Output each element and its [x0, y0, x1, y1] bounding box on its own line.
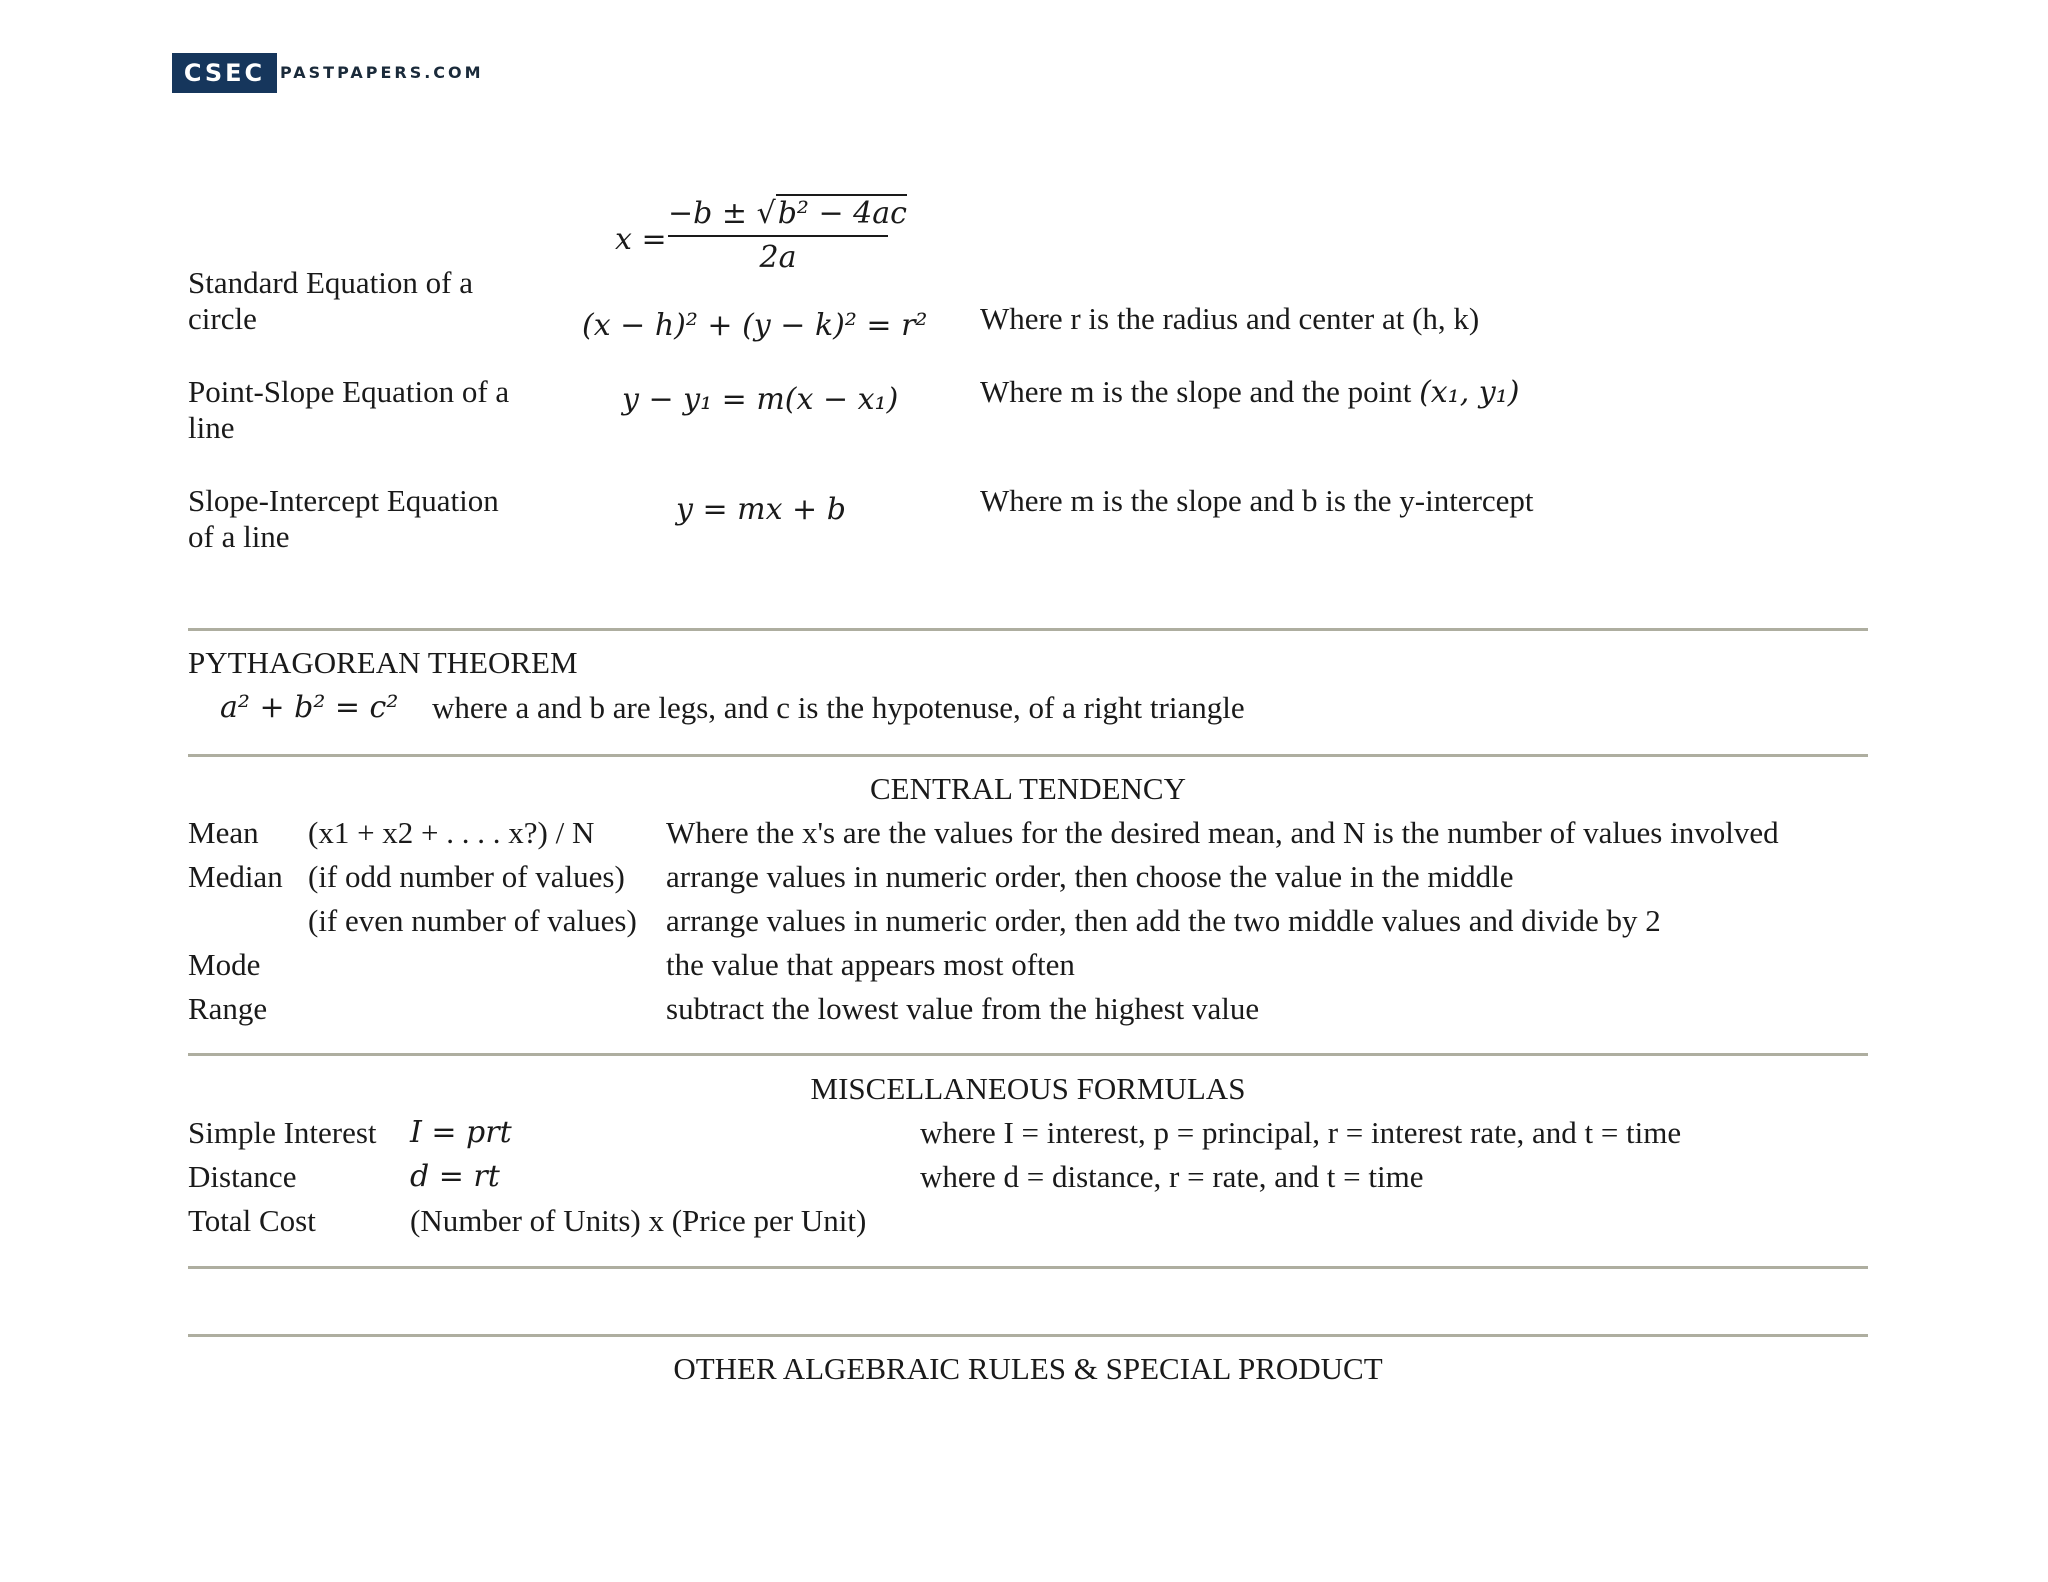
ct-description: subtract the lowest value from the highest value — [666, 991, 1260, 1026]
ct-term: Median — [188, 859, 283, 894]
divider — [188, 1334, 1868, 1337]
quadratic-numerator — [668, 195, 907, 233]
misc-description: where d = distance, r = rate, and t = time — [920, 1159, 1424, 1194]
divider — [188, 1053, 1868, 1056]
pythagorean-note: where a and b are legs, and c is the hypotenuse, of a right triangle — [432, 690, 1245, 725]
ct-formula: (x1 + x2 + . . . . x?) / N — [308, 815, 595, 850]
logo-text: PASTPAPERS.COM — [280, 63, 484, 82]
central-tendency-heading: CENTRAL TENDENCY — [869, 771, 1186, 806]
ct-term: Range — [188, 991, 268, 1026]
ct-description: arrange values in numeric order, then choose the value in the middle — [666, 859, 1514, 894]
ct-formula: (if even number of values) — [308, 903, 637, 938]
ct-term: Mean — [188, 815, 259, 850]
pythagorean-heading: PYTHAGOREAN THEOREM — [188, 645, 578, 680]
misc-term: Simple Interest — [188, 1115, 377, 1150]
ct-description: the value that appears most often — [666, 947, 1075, 982]
slope-intercept-label-line2: of a line — [188, 519, 290, 554]
slope-intercept-label-line1: Slope-Intercept Equation — [188, 483, 499, 518]
ct-term: Mode — [188, 947, 261, 982]
divider — [188, 754, 1868, 757]
divider — [188, 628, 1868, 631]
logo-badge — [172, 53, 277, 93]
algebraic-heading: OTHER ALGEBRAIC RULES & SPECIAL PRODUCT — [673, 1351, 1383, 1386]
point-slope-formula: y − y₁ = m(x − x₁) — [622, 382, 899, 417]
circle-note: Where r is the radius and center at (h, k) — [980, 301, 1480, 336]
point-slope-label-line2: line — [188, 410, 235, 445]
misc-description: where I = interest, p = principal, r = interest rate, and t = time — [920, 1115, 1682, 1150]
misc-formula: d = rt — [410, 1159, 500, 1194]
point-slope-note-text: Where m is the slope and the point — [980, 374, 1420, 409]
quadratic-fraction — [668, 195, 907, 277]
radical-sign: √ — [756, 196, 776, 231]
circle-label-line2: circle — [188, 301, 257, 336]
quadratic-radicand: b² − 4ac — [777, 196, 907, 231]
misc-formula: I = prt — [410, 1115, 512, 1150]
circle-formula: (x − h)² + (y − k)² = r² — [582, 308, 928, 343]
slope-intercept-formula: y = mx + b — [676, 492, 846, 527]
logo-badge-text: CSEC — [183, 59, 266, 87]
point-slope-label-line1: Point-Slope Equation of a — [188, 374, 510, 409]
divider — [188, 1266, 1868, 1269]
ct-formula: (if odd number of values) — [308, 859, 625, 894]
ct-description: arrange values in numeric order, then add the two middle values and divide by 2 — [666, 903, 1661, 938]
quadratic-num-prefix: −b ± — [668, 196, 757, 231]
misc-term: Total Cost — [188, 1203, 316, 1238]
slope-intercept-note: Where m is the slope and b is the y-intercept — [980, 483, 1534, 518]
circle-label-line1: Standard Equation of a — [188, 265, 473, 300]
point-slope-note — [980, 374, 1519, 411]
point-slope-note-point: (x₁, y₁) — [1419, 375, 1520, 410]
misc-heading: MISCELLANEOUS FORMULAS — [810, 1071, 1246, 1106]
ct-description: Where the x's are the values for the desired mean, and N is the number of values involved — [666, 815, 1779, 850]
misc-term: Distance — [188, 1159, 297, 1194]
fraction-bar — [668, 235, 888, 237]
pythagorean-formula: a² + b² = c² — [220, 690, 399, 725]
misc-formula: (Number of Units) x (Price per Unit) — [410, 1203, 867, 1238]
quadratic-denominator: 2a — [759, 240, 797, 275]
quadratic-lhs: x = — [615, 222, 667, 257]
